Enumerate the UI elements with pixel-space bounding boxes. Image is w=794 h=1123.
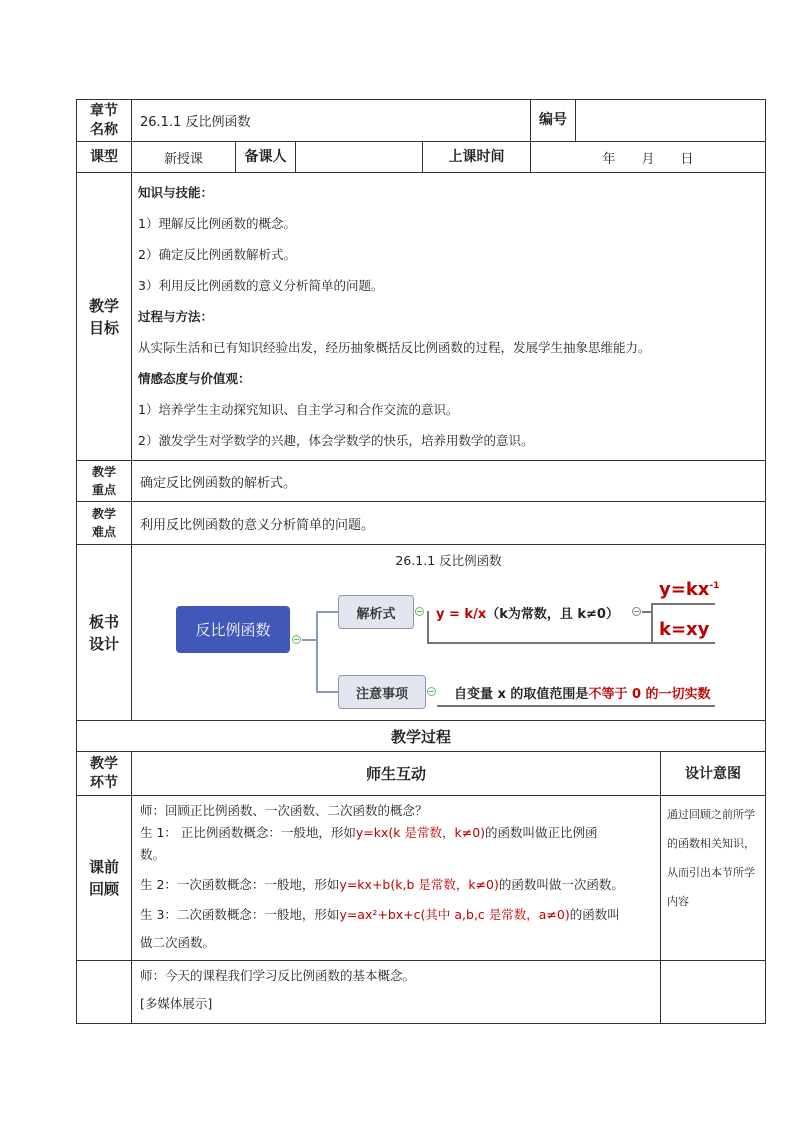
next-line: [多媒体展示] (140, 996, 213, 1011)
review-line: 师：回顾正比例函数、一次函数、二次函数的概念？ (140, 803, 428, 818)
time-label: 上课时间 (423, 142, 531, 173)
goal-item: 1）培养学生主动探究知识、自主学习和合作交流的意识。 (138, 402, 459, 417)
goal-item: 从实际生活和已有知识经验出发，经历抽象概括反比例函数的过程，发展学生抽象思维能力。 (138, 340, 651, 355)
goal-item: 2）确定反比例函数解析式。 (138, 247, 296, 262)
goals-label: 教学 目标 (77, 173, 132, 461)
goal-section-heading: 情感态度与价值观： (138, 371, 251, 386)
connector-line (316, 611, 338, 613)
review-label: 课前 回顾 (77, 796, 132, 961)
board-design-cell (132, 545, 766, 721)
date-value: 年 月 日 (531, 142, 766, 173)
chapter-value: 26.1.1 反比例函数 (132, 100, 531, 142)
connector-line (651, 603, 715, 605)
difficult-point-text: 利用反比例函数的意义分析简单的问题。 (132, 502, 766, 545)
result-inverse-form: $y=kx^{-1}$ (659, 579, 720, 600)
goal-section-heading: 知识与技能： (138, 185, 214, 200)
review-line: 生 3：二次函数概念：一般地，形如y=ax²+bx+c(其中 a,b,c 是常数，a≠0)的函数叫 (140, 907, 620, 922)
next-line: 师：今天的课程我们学习反比例函数的基本概念。 (140, 968, 416, 983)
collapse-toggle-icon (415, 607, 424, 616)
mind-map-node-notes: 注意事项 (338, 675, 426, 709)
connector-line (437, 705, 715, 707)
board-title: 26.1.1 反比例函数 (395, 553, 502, 568)
mind-map-root: 反比例函数 (176, 606, 290, 653)
mind-map (132, 545, 765, 717)
next-intent (661, 961, 766, 1024)
connector-line (302, 639, 316, 641)
connector-line (427, 642, 715, 644)
connector-line (316, 691, 338, 693)
type-label: 课型 (77, 142, 132, 173)
note-text: 自变量 x 的取值范围是不等于 0 的一切实数 (454, 687, 711, 702)
formula-text: y = k/x（k为常数，且 k≠0） (436, 607, 619, 622)
goals-content (132, 173, 766, 461)
lesson-plan-table (76, 99, 766, 1024)
collapse-toggle-icon (292, 635, 301, 644)
next-stage-label (77, 961, 132, 1024)
key-point-label: 教学 重点 (77, 461, 132, 502)
result-product-form: k=xy (659, 619, 710, 640)
preparer-value (296, 142, 423, 173)
review-line: 生 1： 正比例函数概念：一般地，形如y=kx(k 是常数，k≠0)的函数叫做正比例函 (140, 825, 598, 840)
goal-item: 2）激发学生对学数学的兴趣，体会学数学的快乐，培养用数学的意识。 (138, 433, 534, 448)
number-label: 编号 (531, 100, 576, 142)
difficult-point-label: 教学 难点 (77, 502, 132, 545)
key-point-text: 确定反比例函数的解析式。 (132, 461, 766, 502)
lesson-plan-document (76, 99, 765, 1024)
review-line: 数。 (140, 847, 166, 862)
review-line: 做二次函数。 (140, 935, 216, 950)
type-value: 新授课 (132, 142, 236, 173)
interaction-header: 师生互动 (132, 752, 661, 796)
connector-line (427, 611, 429, 643)
preparer-label: 备课人 (236, 142, 296, 173)
mind-map-node-formula: 解析式 (338, 595, 414, 629)
next-content (132, 961, 661, 1024)
board-label: 板书 设计 (77, 545, 132, 721)
collapse-toggle-icon (427, 687, 436, 696)
goals-list (138, 177, 759, 456)
number-value (576, 100, 766, 142)
stage-label: 教学 环节 (77, 752, 132, 796)
goal-section-heading: 过程与方法： (138, 309, 214, 324)
design-intent-header: 设计意图 (661, 752, 766, 796)
goal-item: 3）利用反比例函数的意义分析简单的问题。 (138, 278, 384, 293)
connector-line (316, 611, 318, 691)
review-content (132, 796, 661, 961)
review-intent: 通过回顾之前所学的函数相关知识，从而引出本节所学内容 (661, 796, 766, 961)
collapse-toggle-icon (632, 607, 641, 616)
chapter-label: 章节 名称 (77, 100, 132, 142)
goal-item: 1）理解反比例函数的概念。 (138, 216, 296, 231)
process-title: 教学过程 (77, 721, 766, 752)
connector-line (651, 603, 653, 643)
review-line: 生 2：一次函数概念：一般地，形如y=kx+b(k,b 是常数，k≠0)的函数叫做一次函数。 (140, 877, 624, 892)
